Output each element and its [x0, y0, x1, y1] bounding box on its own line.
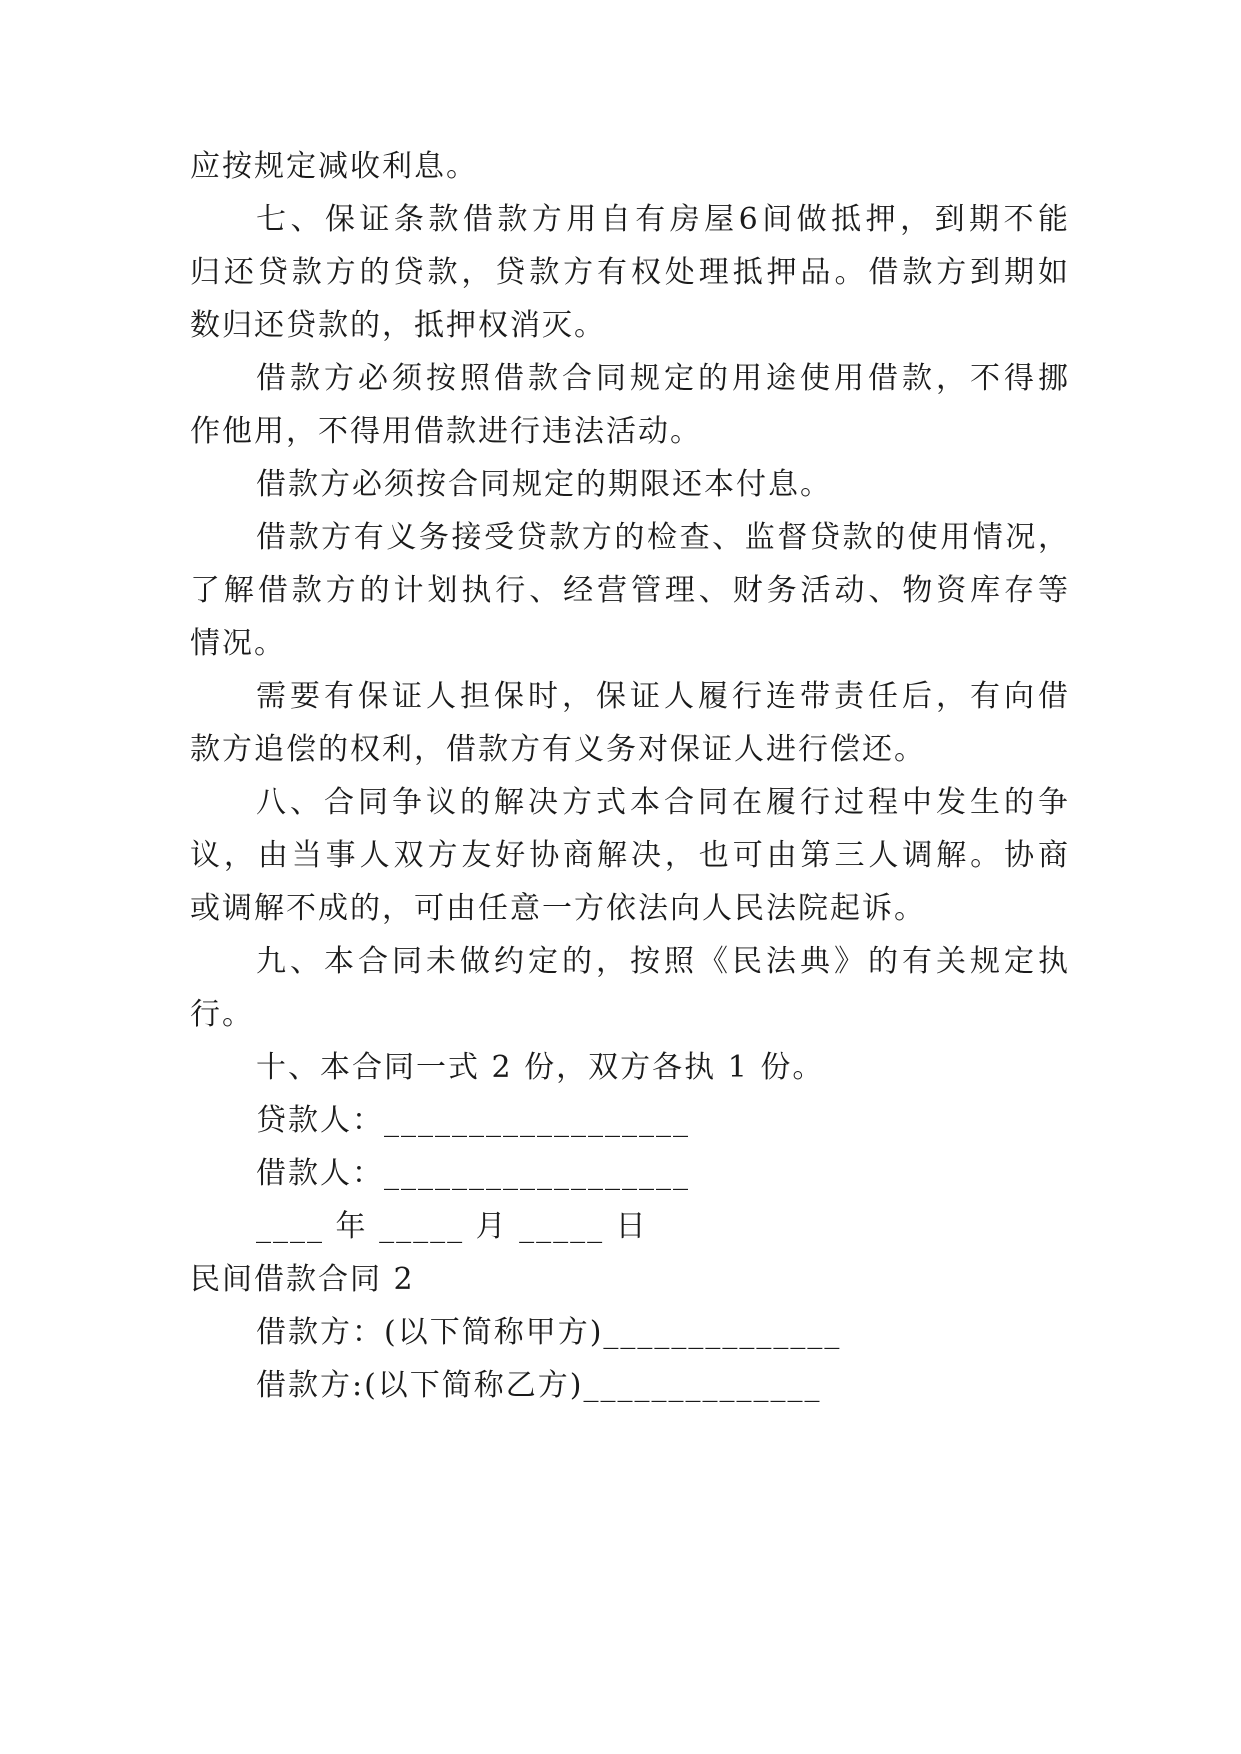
paragraph-line: 议，由当事人双方友好协商解决，也可由第三人调解。协商	[190, 838, 1070, 873]
paragraph-line: 作他用，不得用借款进行违法活动。	[190, 414, 702, 449]
section-title: 民间借款合同 2	[190, 1262, 415, 1297]
paragraph-line: 借款方必须按合同规定的期限还本付息。	[256, 467, 832, 502]
paragraph-line: 借款方有义务接受贷款方的检查、监督贷款的使用情况，	[256, 520, 1070, 555]
clause-ten-line: 十、本合同一式 2 份，双方各执 1 份。	[256, 1050, 825, 1085]
paragraph-line: 情况。	[190, 626, 286, 661]
paragraph-line: 需要有保证人担保时，保证人履行连带责任后，有向借	[256, 679, 1070, 714]
paragraph-line: 款方追偿的权利，借款方有义务对保证人进行偿还。	[190, 732, 926, 767]
paragraph-line: 数归还贷款的，抵押权消灭。	[190, 308, 606, 343]
clause-eight-heading-line: 八、合同争议的解决方式本合同在履行过程中发生的争	[256, 785, 1070, 820]
clause-nine-heading-line: 九、本合同未做约定的，按照《民法典》的有关规定执	[256, 944, 1070, 979]
paragraph-line: 归还贷款方的贷款，贷款方有权处理抵押品。借款方到期如	[190, 255, 1070, 290]
party-a-line: 借款方：(以下简称甲方)______________	[256, 1315, 842, 1350]
clause-seven-heading-line: 七、保证条款借款方用自有房屋6间做抵押，到期不能	[256, 202, 1070, 237]
paragraph-line: 或调解不成的，可由任意一方依法向人民法院起诉。	[190, 891, 926, 926]
date-line: ____ 年 _____ 月 _____ 日	[256, 1209, 648, 1244]
paragraph-line: 行。	[190, 997, 254, 1032]
paragraph-line: 了解借款方的计划执行、经营管理、财务活动、物资库存等	[190, 573, 1070, 608]
borrower-signature-line: 借款人：__________________	[256, 1156, 690, 1191]
paragraph-line: 应按规定减收利息。	[190, 149, 478, 184]
lender-signature-line: 贷款人：__________________	[256, 1103, 690, 1138]
paragraph-line: 借款方必须按照借款合同规定的用途使用借款，不得挪	[256, 361, 1070, 396]
party-b-line: 借款方:(以下简称乙方)______________	[256, 1368, 822, 1403]
